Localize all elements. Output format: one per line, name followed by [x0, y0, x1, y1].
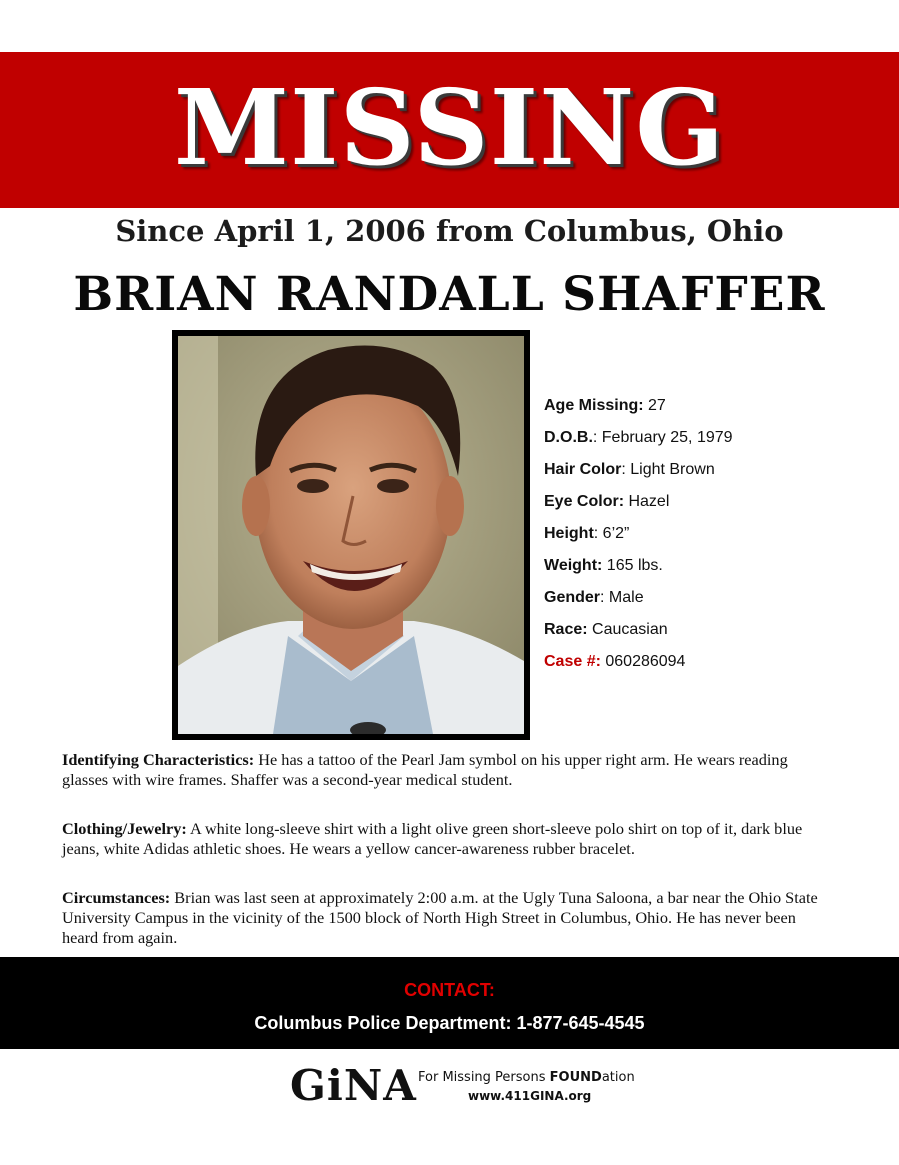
missing-since-line: Since April 1, 2006 from Columbus, Ohio — [115, 214, 784, 248]
detail-eye-color: Eye Color: Hazel — [544, 493, 670, 510]
person-name: BRIAN RANDALL SHAFFER — [73, 267, 826, 322]
person-details — [544, 390, 874, 678]
portrait-image — [178, 336, 524, 734]
gina-logo-word: GiNA — [290, 1061, 417, 1110]
detail-case-number: Case #: 060286094 — [544, 653, 686, 670]
person-photo — [172, 330, 530, 740]
detail-weight: Weight: 165 lbs. — [544, 557, 663, 574]
detail-age: Age Missing: 27 — [544, 397, 666, 414]
missing-title: MISSING — [173, 66, 726, 189]
identifying-characteristics: Identifying Characteristics: He has a tattoo of the Pearl Jam symbol on his upper right arm. He wears reading glasses with wire frames. Shaffer was a second-year medical student. — [62, 750, 788, 789]
clothing-jewelry: Clothing/Jewelry: A white long-sleeve shirt with a light olive green short-sleeve polo shirt on top of it, dark blue jeans, white Adidas athletic shoes. He wears a yellow cancer-awareness rubber bracelet. — [62, 819, 803, 858]
contact-title: CONTACT: — [404, 980, 495, 1000]
circumstances: Circumstances: Brian was last seen at approximately 2:00 a.m. at the Ugly Tuna Saloona, a bar near the Ohio State University Campus in the vicinity of the 1500 block of North High Street in Columbus, Ohio. He has never been heard from again. — [62, 888, 818, 947]
contact-phone-line: Columbus Police Department: 1-877-645-4545 — [254, 1013, 645, 1033]
detail-hair-color: Hair Color: Light Brown — [544, 461, 715, 478]
detail-gender: Gender: Male — [544, 589, 644, 606]
detail-race: Race: Caucasian — [544, 621, 668, 638]
gina-tagline: For Missing Persons FOUNDation — [418, 1070, 635, 1085]
detail-height: Height: 6’2” — [544, 525, 630, 542]
contact-bar — [0, 957, 899, 1049]
detail-dob: D.O.B.: February 25, 1979 — [544, 429, 733, 446]
gina-url: www.411GINA.org — [468, 1089, 592, 1103]
